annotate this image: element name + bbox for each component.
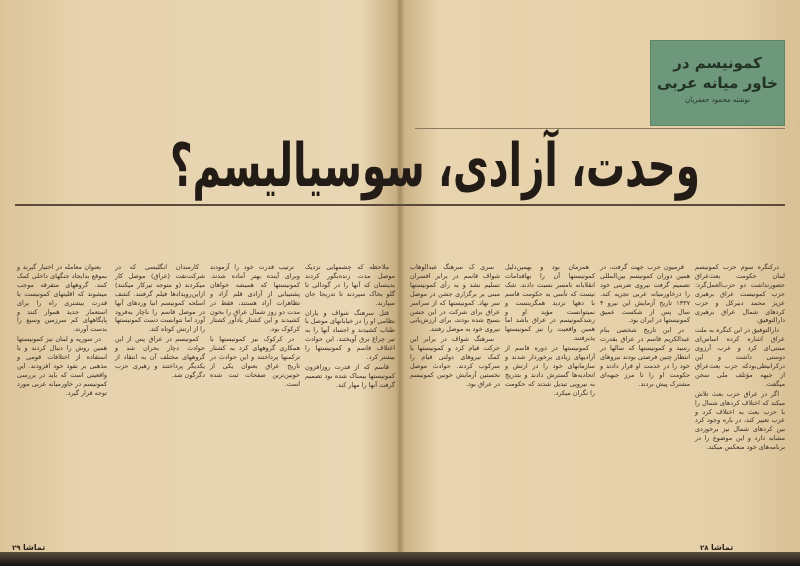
article-title: وحدت، آزادی، سوسیالیسم؟ xyxy=(170,131,700,201)
left-page-text-column-1 xyxy=(305,263,395,391)
series-header-box xyxy=(651,41,784,125)
paragraph: اگر در عراق حزب بعث تلاش میکند که اختلاف کردهای شمال را با حزب بعث به اختلاف کرد و عرب تعبیر کند، در باره وجود کرد بین کردهای شمال نیز برخوردی مشابه دارد و این موضوع را در برنامه‌های خود منعکس میکند. xyxy=(695,389,785,452)
scan-edge-shadow xyxy=(0,552,800,566)
right-page-text-column-2 xyxy=(600,263,690,390)
magazine-logo: تماشا xyxy=(710,543,734,552)
paragraph: در سوریه و لبنان نیز کمونیستها همین روش را دنبال کردند و با استفاده از اختلافات قومی و مذهبی بر نفوذ خود افزودند. این واقعیتی است که باید در بررسی کمونیسم در خاورمیانه عربی مورد توجه قرار گیرد. xyxy=(17,335,107,397)
series-title-line-2: خاور میانه عربی xyxy=(656,74,778,92)
header-rule xyxy=(415,128,785,129)
left-page-text-column-2 xyxy=(210,263,300,390)
left-page-text-column-3 xyxy=(115,263,205,381)
right-page-text-column-1 xyxy=(695,263,785,453)
page-number: ۲۸ xyxy=(700,544,709,552)
right-page-text-column-4 xyxy=(410,263,500,390)
paragraph: کارمندان انگلیسی که در شرکت‌نفت (عراق) موصل کار میکردند (و متوجه تیرکار میکنند) ازاین‌رویدادها فیلم گرفتند. کشف اسلحه کمونیسم انبا وردهای آنها در موصل قاسم را ناچار به‌فرود آورد اما نتوانست دست کمونیستها را از ارتش کوتاه کند. xyxy=(115,263,205,334)
paragraph: دارالتوفیق در این کنگره به ملت عراق اشاره کرده اساس‌ای مبتنی‌ای کرد و عرب آرزوی دوستی داشت و این درکرانیطی‌بودکه حزب بعث‌عراق از جبهه مؤتلف ملی سخن میگفت. xyxy=(695,326,785,388)
paragraph: ترتیب قدرت خود را آزمودند وبرای آینده بهتر آماده شدند. کمونیستها که همیشه خواهان پشتیبانی از آزادی قلم آزاد و تظاهرات آزاد هستند، فقط در مدت دو روز شمال عراق را بخون کشیدند و این کشتار یادآور کشتار کرکوک بود. xyxy=(210,263,300,334)
paragraph: قتل سرهنگ شواف و یاران نظامی او را در خیابانهای موصل با طناب کشیدند و اجساد آنها را به تیر چراغ برق آویختند. این حوادث اختلاف قاسم و کمونیستها را بیشتر کرد. xyxy=(305,308,395,362)
paragraph: ملاحظه که چشمهایی نزدیک موصل مدت زنده‌بگور کردند بدینسان که آنها را در گودالی تا گلو بخاک سپردند تا تدریجا جان سپارند. xyxy=(305,263,395,307)
right-page-footer xyxy=(700,543,733,552)
paragraph: درکنگره سوم حزب کمونیسم لبنان حکومت بعث‌عراق حضورنداشت دو حزب‌العمل‌گرد: حزب کمونیست عراق برهبری عزیز محمد دبیرکل و حزب کردهای شمال عراق برهبری دارالتوفیق. xyxy=(695,263,785,325)
paragraph: همزمان بود و بهمین‌دلیل کمونیستها آن را بهاقدامات انقلابانه تامسر نسبت دادند. شک نیست که تأسی به حکومت قاسم با دهها تردید همگرینست و نمیتوانست مؤید او و رشدکمونیسم در عراق باشد اما همین واقعیت را نیز کمونیستها پذیرفتند. xyxy=(505,263,595,343)
paragraph: در این تاریخ شخصی بنام عبدالکریم قاسم در عراق بقدرت رسید و کمونیستها که سالها در انتظار چنین فرصتی بودند نیروهای خود را در خدمت او قرار دادند و حکومت او را تا مرز جبهه‌ای مشترک پیش بردند. xyxy=(600,326,690,388)
paragraph: قاسم که از قدرت روزافزون کمونیستها بیمناک شده بود تصمیم گرفت آنها را مهار کند. xyxy=(305,362,395,389)
paragraph: کمونیسم در عراق پس از این حوادث دچار بحران شد و گروههای مختلف آن به انتقاد از یکدیگر پرداختند و رهبری حزب دگرگون شد. xyxy=(115,335,205,379)
magazine-logo: تماشا xyxy=(22,543,46,552)
paragraph: سرهنگ شواف در برابر این حرکت قیام کرد و کمونیستها با کمک نیروهای دولتی قیام را سرکوب کردند. حوادث موصل نخستین آزمایش خونین کمونیسم در عراق بود. xyxy=(410,335,500,388)
page-number: ۲۹ xyxy=(12,544,21,552)
paragraph: سری ک سرهنگ عبدالوهاب شواف قاسم در برابر افسران تسلیم نشد و به رأی کمونیستها مبنی بر برگزاری جشن در موصل سر نهاد. کمونیستها که از سراسر عراق برای شرکت در این جشن بسیج شده بودند، برای ارزش‌یابی نیروی خود به موصل رفتند. xyxy=(410,263,500,334)
paragraph: کمونیستها در دوره قاسم از آزادیهای زیادی برخوردار شدند و سازمانهای خود را در ارتش و اتحادیه‌ها گسترش دادند و بتدریج به نیرویی تبدیل شدند که حکومت را نگران میکرد. xyxy=(505,344,595,397)
paragraph: قرمیون حرب جهت گرفت، در همین دوران کمونیسم بین‌المللی تصمیم گرفت نیروی ضربتی خود را درخاورمیانه عربی تجزیه کند. ۱۳۳۷ تاریخ آزمایش این نیرو ۴ سال پس از شکست عمیق کمونیستها در ایران بود. xyxy=(600,263,690,325)
right-page-text-column-3 xyxy=(505,263,595,399)
article-title-area xyxy=(170,130,700,202)
series-title-line-1: کمونیسم در xyxy=(673,54,762,72)
author-byline: نوشته محمود جعفریان xyxy=(684,96,751,104)
paragraph: بعنوان معامله در اختیار گیرند و بموقع بدایجاد جنگهای داخلی کمک کنند. گروههای متفرقه موجب میشوند که اقلیتهای کمونیست با قدرت بیشتری راه را برای استعمار جدید هموار کنند و پایگاههای کم سرزمین وسیع را بدست آورند. xyxy=(17,263,107,334)
paragraph: در کرکوک نیز کمونیستها با همکاری گروههای کرد به کشتار ترکمنها پرداختند و این حوادث در تاریخ عراق بعنوان یکی از خونین‌ترین صفحات ثبت شده است. xyxy=(210,335,300,388)
series-title xyxy=(651,53,784,93)
title-rule xyxy=(15,204,785,206)
left-page-text-column-4 xyxy=(17,263,107,399)
left-page-footer xyxy=(12,543,45,552)
